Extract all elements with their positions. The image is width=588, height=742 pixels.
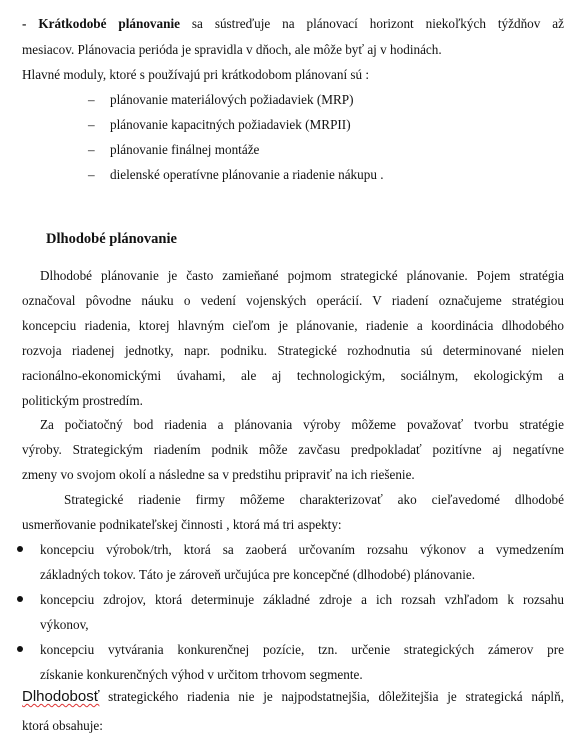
paragraph2-line: výroby. Strategickým riadením podnik môže zavčasu predpokladať pozitívne aj negatívne (22, 442, 564, 457)
aspect-line: výkonov, (40, 617, 89, 632)
module-item: dielenské operatívne plánovanie a riadenie nákupu . (110, 167, 384, 182)
paragraph1-line: koncepciu riadenia, ktorej hlavným cieľom je plánovanie, riadenie a koordinácia dlhodobého (22, 318, 564, 333)
closing-line-1-rest: strategického riadenia nie je najpodstatnejšia, dôležitejšia je strategická náplň, (99, 689, 564, 704)
module-item: plánovanie kapacitných požiadaviek (MRPII) (110, 117, 351, 132)
paragraph1-line: Dlhodobé plánovanie je často zamieňané pojmom strategické plánovanie. Pojem stratégia (40, 268, 564, 283)
intro-line-3: Hlavné moduly, ktoré s používajú pri krátkodobom plánovaní sú : (22, 67, 370, 82)
bullet-icon (16, 545, 25, 554)
paragraph2-line: zmeny vo svojom okolí a následne sa v predstihu pripraviť na ich riešenie. (22, 467, 415, 482)
bullet-icon (16, 645, 25, 654)
paragraph2-line: Za počiatočný bod riadenia a plánovania výroby môžeme považovať tvorbu stratégie (40, 417, 564, 432)
module-dash: – (88, 142, 95, 157)
module-dash: – (88, 117, 95, 132)
module-dash: – (88, 167, 95, 182)
paragraph1-line: označoval pôvodne náuku o vedení vojenských operácií. V riadení označujeme stratégiou (22, 293, 564, 308)
aspect-line: základných tokov. Táto je zároveň určujúca pre koncepčné (dlhodobé) plánovanie. (40, 567, 476, 582)
aspect-line: získanie konkurenčných výhod v určitom trhovom segmente. (40, 667, 363, 682)
intro-line-2: mesiacov. Plánovacia perióda je spravidla v dňoch, ale môže byť aj v hodinách. (22, 42, 442, 57)
paragraph3-line: usmerňovanie podnikateľskej činnosti , ktorá má tri aspekty: (22, 517, 342, 532)
closing-line-2: ktorá obsahuje: (22, 718, 103, 733)
spellcheck-word[interactable]: Dlhodobosť (22, 688, 100, 705)
bullet-icon (16, 595, 25, 604)
aspect-line: koncepciu výrobok/trh, ktorá sa zaoberá určovaním rozsahu výkonov a vymedzením (40, 542, 564, 557)
paragraph1-line: racionálno-ekonomickými úvahami, ale aj technologickým, sociálnym, ekologickým a (22, 368, 564, 383)
paragraph1-line: politickým prostredím. (22, 393, 143, 408)
intro-line-1-rest: sa sústreďuje na plánovací horizont niekoľkých týždňov až (191, 16, 564, 31)
module-dash: – (88, 92, 95, 107)
paragraph1-line: rozvoja riadenej jednotky, napr. podniku. Strategické rozhodnutia sú determinované nielen (22, 343, 564, 358)
module-item: plánovanie materiálových požiadaviek (MRP) (110, 92, 354, 107)
intro-lead: - Krátkodobé plánovanie (22, 16, 180, 31)
paragraph3-line: Strategické riadenie firmy môžeme charakterizovať ako cieľavedomé dlhodobé (64, 492, 564, 507)
aspect-line: koncepciu vytvárania konkurenčnej pozície, tzn. určenie strategických zámerov pre (40, 642, 564, 657)
intro-line-1 (22, 15, 564, 33)
section-title: Dlhodobé plánovanie (46, 231, 177, 247)
module-item: plánovanie finálnej montáže (110, 142, 260, 157)
aspect-line: koncepciu zdrojov, ktorá determinuje základné zdroje a ich rozsah vzhľadom k rozsahu (40, 592, 564, 607)
closing-line-1 (22, 688, 564, 705)
